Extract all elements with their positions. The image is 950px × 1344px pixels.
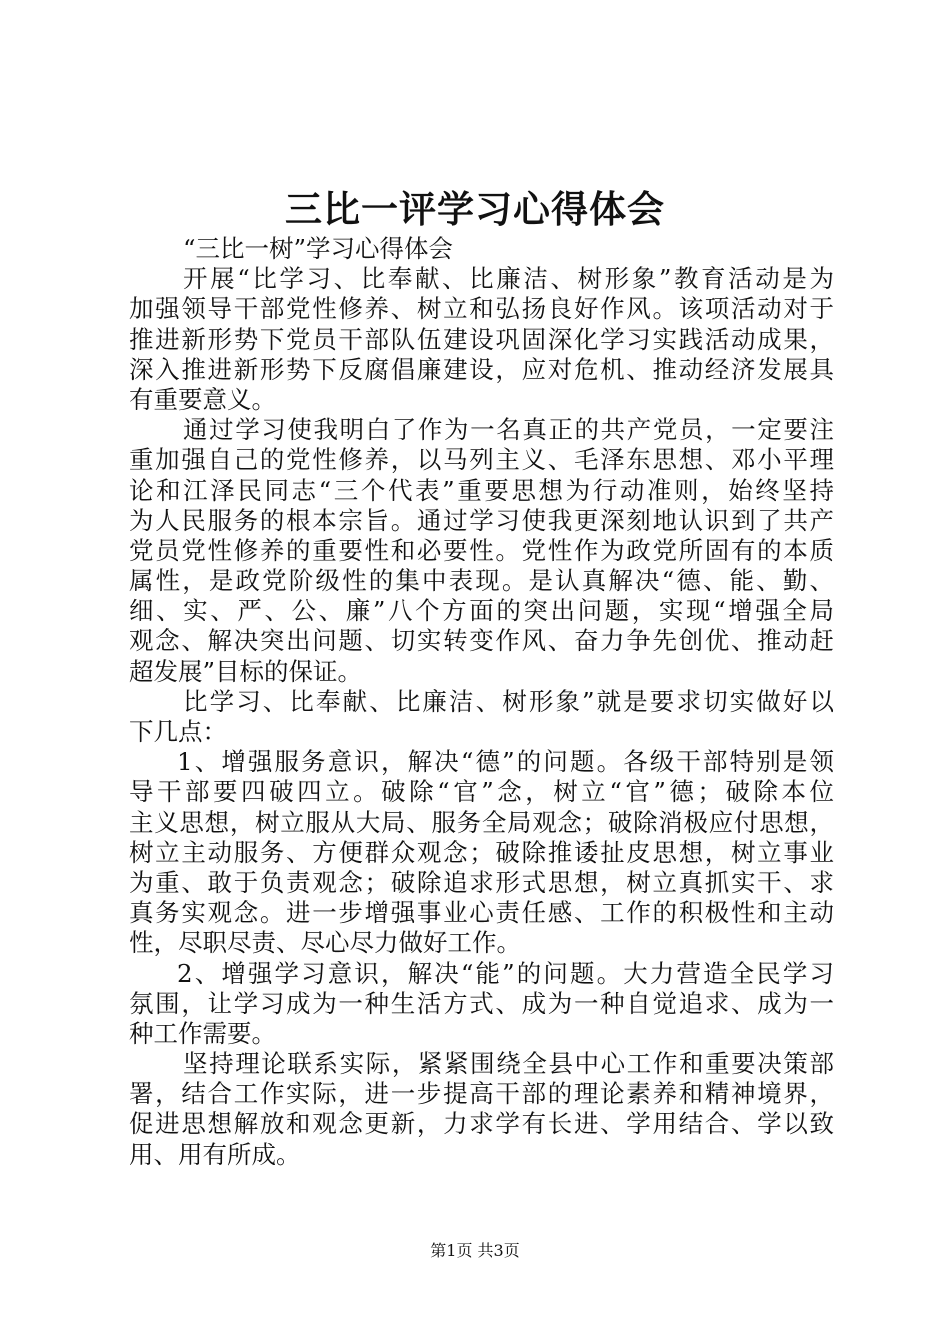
body-line: 加强领导干部党性修养、树立和弘扬良好作风。该项活动对于 bbox=[129, 294, 834, 324]
document-title: 三比一评学习心得体会 bbox=[285, 187, 665, 231]
body-line: 有重要意义。 bbox=[129, 384, 276, 414]
body-line: 开展“比学习、比奉献、比廉洁、树形象”教育活动是为 bbox=[183, 264, 834, 294]
body-line: 深入推进新形势下反腐倡廉建设，应对危机、推动经济发展具 bbox=[129, 354, 834, 384]
body-line: 性，尽职尽责、尽心尽力做好工作。 bbox=[129, 928, 521, 958]
body-line: 署，结合工作实际，进一步提高干部的理论素养和精神境界， bbox=[129, 1079, 834, 1109]
body-line: 2、增强学习意识，解决“能”的问题。大力营造全民学习 bbox=[177, 958, 834, 988]
body-line: 超发展”目标的保证。 bbox=[129, 656, 363, 686]
body-line: 推进新形势下党员干部队伍建设巩固深化学习实践活动成果， bbox=[129, 324, 834, 354]
body-line: 细、实、严、公、廉”八个方面的突出问题，实现“增强全局 bbox=[129, 596, 834, 626]
body-line: 为人民服务的根本宗旨。通过学习使我更深刻地认识到了共产 bbox=[129, 505, 834, 535]
body-line: 比学习、比奉献、比廉洁、树形象”就是要求切实做好以 bbox=[183, 686, 834, 716]
body-line: 下几点： bbox=[129, 717, 227, 746]
body-line: 真务实观念。进一步增强事业心责任感、工作的积极性和主动 bbox=[129, 898, 834, 928]
body-line: 导干部要四破四立。破除“官”念，树立“官”德；破除本位 bbox=[129, 777, 834, 807]
page-footer: 第1页 共3页 bbox=[430, 1241, 520, 1260]
document-body bbox=[129, 234, 834, 1170]
body-line: 用、用有所成。 bbox=[129, 1139, 301, 1169]
body-line: 属性，是政党阶级性的集中表现。是认真解决“德、能、勤、 bbox=[129, 566, 834, 596]
body-line: 氛围，让学习成为一种生活方式、成为一种自觉追求、成为一 bbox=[129, 988, 834, 1018]
body-line: 为重、敢于负责观念；破除追求形式思想，树立真抓实干、求 bbox=[129, 867, 834, 897]
body-line: 重加强自己的党性修养，以马列主义、毛泽东思想、邓小平理 bbox=[129, 445, 834, 475]
body-line: 坚持理论联系实际，紧紧围绕全县中心工作和重要决策部 bbox=[183, 1049, 834, 1079]
body-line: 党员党性修养的重要性和必要性。党性作为政党所固有的本质 bbox=[129, 535, 834, 565]
body-line: 观念、解决突出问题、切实转变作风、奋力争先创优、推动赶 bbox=[129, 626, 834, 656]
body-line: 通过学习使我明白了作为一名真正的共产党员，一定要注 bbox=[183, 415, 834, 445]
body-line: 种工作需要。 bbox=[129, 1018, 276, 1048]
body-line: 1、增强服务意识，解决“德”的问题。各级干部特别是领 bbox=[177, 747, 834, 777]
body-line: “三比一树”学习心得体会 bbox=[183, 234, 454, 263]
body-line: 论和江泽民同志“三个代表”重要思想为行动准则，始终坚持 bbox=[129, 475, 834, 505]
body-line: 促进思想解放和观念更新，力求学有长进、学用结合、学以致 bbox=[129, 1109, 834, 1139]
body-line: 树立主动服务、方便群众观念；破除推诿扯皮思想，树立事业 bbox=[129, 837, 834, 867]
body-line: 主义思想，树立服从大局、服务全局观念；破除消极应付思想， bbox=[129, 807, 834, 837]
